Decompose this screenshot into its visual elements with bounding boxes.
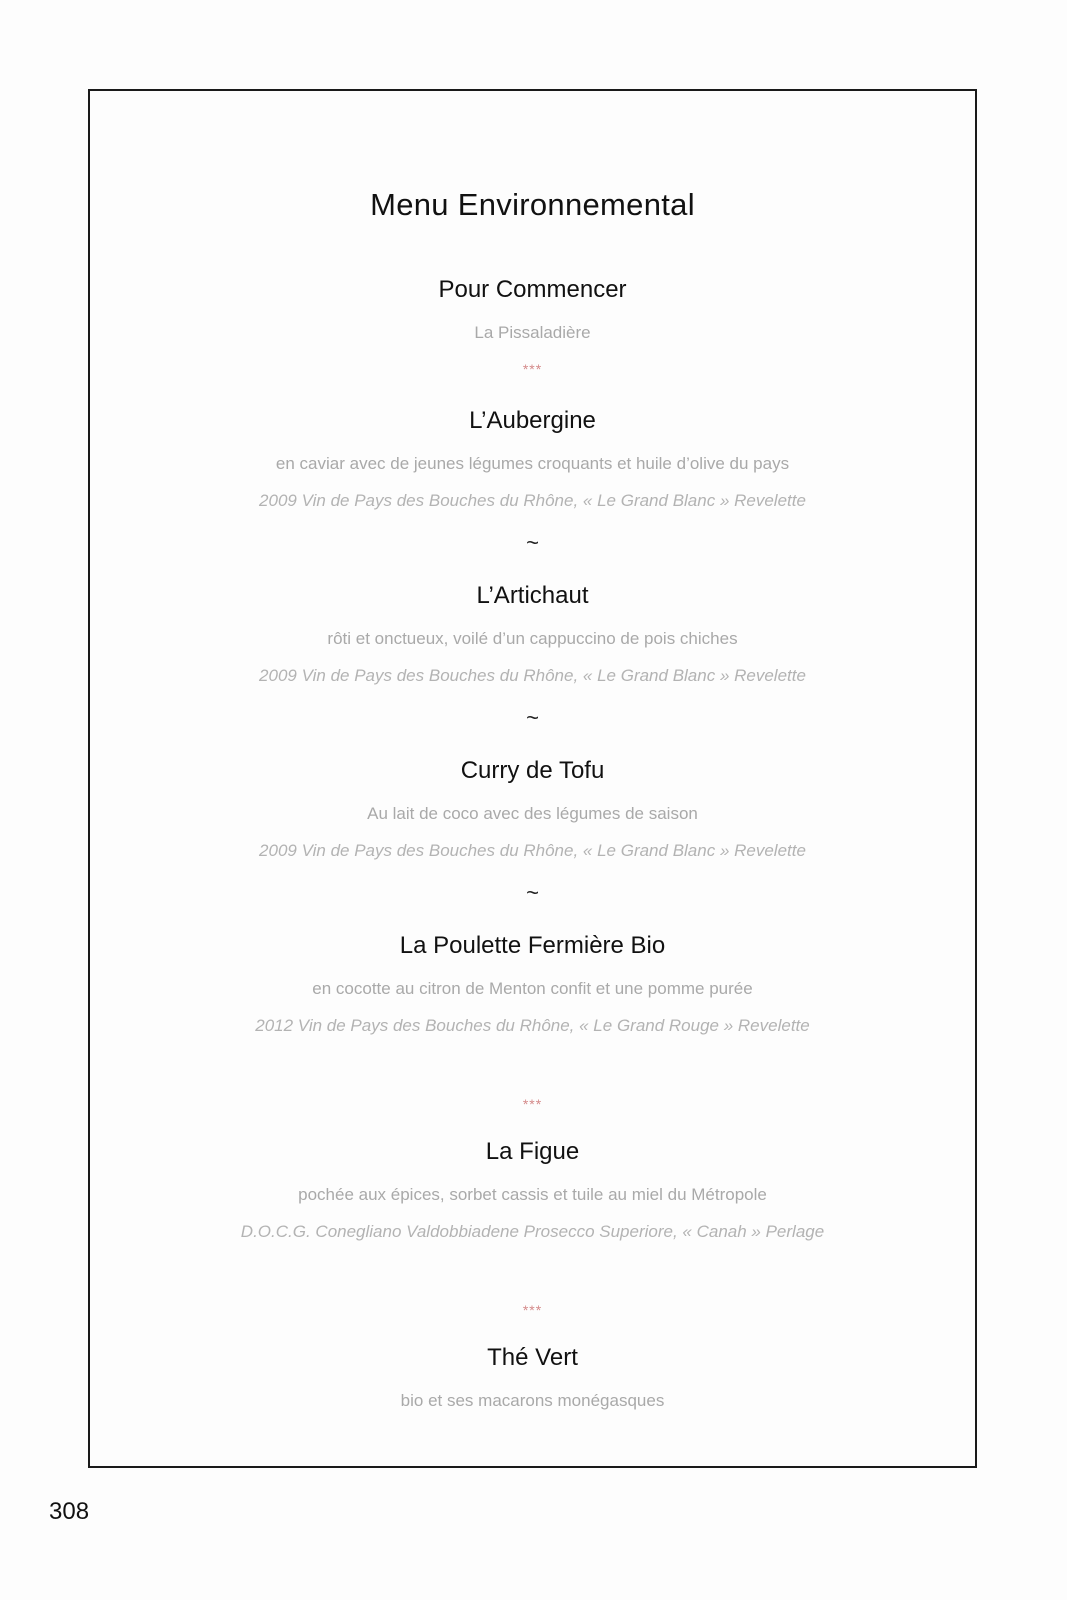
- separator-stars: ***: [522, 361, 543, 377]
- wine-pairing: 2009 Vin de Pays des Bouches du Rhône, « Le Grand Blanc » Revelette: [259, 841, 806, 860]
- wine-pairing: 2009 Vin de Pays des Bouches du Rhône, « Le Grand Blanc » Revelette: [259, 491, 806, 510]
- course-description: Au lait de coco avec des légumes de saison: [367, 804, 698, 823]
- wine-pairing: 2012 Vin de Pays des Bouches du Rhône, « Le Grand Rouge » Revelette: [255, 1016, 810, 1035]
- wine-pairing: 2009 Vin de Pays des Bouches du Rhône, « Le Grand Blanc » Revelette: [259, 666, 806, 685]
- separator-tilde: ~: [526, 705, 539, 730]
- course-description: en caviar avec de jeunes légumes croquants et huile d’olive du pays: [275, 454, 790, 473]
- tea-heading: Thé Vert: [487, 1344, 578, 1371]
- course-description: en cocotte au citron de Menton confit et une pomme purée: [312, 979, 753, 998]
- course-heading: L’Artichaut: [476, 582, 589, 609]
- dessert-heading: La Figue: [485, 1138, 580, 1165]
- course-heading: L’Aubergine: [469, 407, 596, 434]
- course-description: rôti et onctueux, voilé d’un cappuccino de pois chiches: [327, 629, 738, 648]
- separator-stars: ***: [522, 1096, 543, 1112]
- dessert-description: pochée aux épices, sorbet cassis et tuile au miel du Métropole: [298, 1185, 767, 1204]
- menu-card: [88, 89, 977, 1468]
- separator-tilde: ~: [526, 530, 539, 555]
- tea-description: bio et ses macarons monégasques: [400, 1391, 665, 1410]
- starter-heading: Pour Commencer: [438, 276, 627, 303]
- course-heading: La Poulette Fermière Bio: [399, 932, 666, 959]
- course-heading: Curry de Tofu: [460, 757, 605, 784]
- separator-tilde: ~: [526, 880, 539, 905]
- menu-title: Menu Environnemental: [370, 187, 695, 222]
- page-number: 308: [49, 1498, 90, 1525]
- starter-description: La Pissaladière: [474, 323, 591, 342]
- separator-stars: ***: [522, 1302, 543, 1318]
- wine-pairing: D.O.C.G. Conegliano Valdobbiadene Prosecco Superiore, « Canah » Perlage: [240, 1222, 825, 1241]
